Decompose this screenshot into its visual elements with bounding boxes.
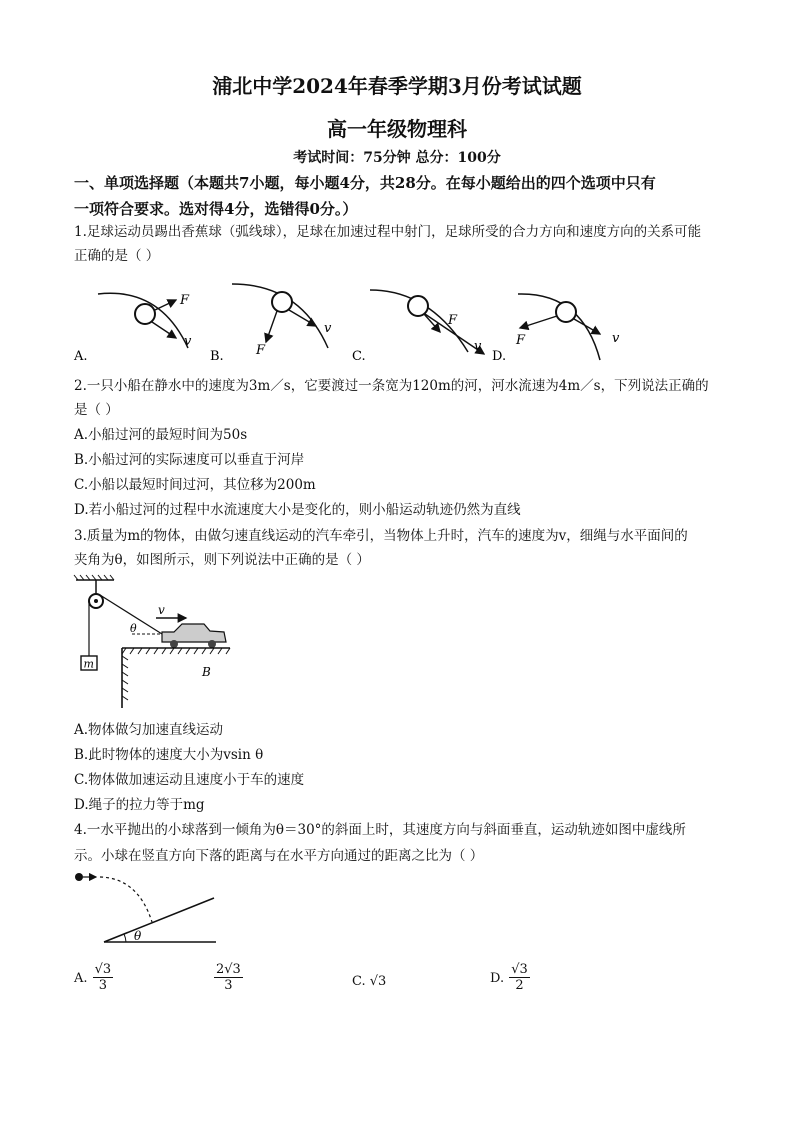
q4-option-a-label: A. bbox=[74, 971, 88, 986]
q4-figure bbox=[70, 864, 230, 948]
q3-option-d: D.绳子的拉力等于mg bbox=[74, 797, 205, 813]
q3-option-a: A.物体做匀加速直线运动 bbox=[74, 722, 224, 738]
velocity-label: v bbox=[612, 331, 620, 346]
q1-option-d-label: D. bbox=[492, 349, 507, 364]
section-heading-line1: 一、单项选择题（本题共7小题，每小题4分，共28分。在每小题给出的四个选项中只有 bbox=[74, 174, 656, 192]
fraction-denominator: 3 bbox=[98, 978, 108, 993]
q4-option-c-label: C. bbox=[352, 974, 366, 989]
q4-stem-line1: 4.一水平抛出的小球落到一倾角为θ＝30°的斜面上时，其速度方向与斜面垂直，运动轨迹如图中虚线所 bbox=[74, 822, 686, 838]
velocity-label: v bbox=[474, 339, 482, 354]
mass-label: m bbox=[83, 657, 94, 671]
force-label: F bbox=[448, 313, 458, 328]
point-b-label: B bbox=[202, 665, 211, 679]
q4-option-b bbox=[214, 962, 243, 993]
q3-stem-line1: 3.质量为m的物体，由做匀速直线运动的汽车牵引，当物体上升时，汽车的速度为v，细绳与水平面间的 bbox=[74, 528, 688, 544]
fraction bbox=[93, 962, 114, 993]
fraction-denominator: 3 bbox=[224, 978, 233, 993]
q4-option-c-value: √3 bbox=[369, 974, 387, 989]
velocity-label: v bbox=[158, 603, 165, 617]
q1-figure-a bbox=[73, 293, 192, 364]
q4-stem-line2: 示。小球在竖直方向下落的距离与在水平方向通过的距离之比为（ ） bbox=[74, 848, 484, 864]
exam-title: 浦北中学2024年春季学期3月份考试试题 bbox=[212, 74, 582, 98]
velocity-label: v bbox=[184, 334, 192, 349]
q2-stem-line1: 2.一只小船在静水中的速度为3m／s，它要渡过一条宽为120m的河，河水流速为4m／s，下列说法正确的 bbox=[74, 378, 709, 394]
q1-figure-d bbox=[492, 294, 620, 364]
fraction-numerator: √3 bbox=[511, 962, 528, 977]
q1-option-a-label: A. bbox=[74, 349, 88, 364]
q4-option-a bbox=[74, 962, 113, 993]
q1-option-b-label: B. bbox=[210, 349, 224, 364]
q3-option-c: C.物体做加速运动且速度小于车的速度 bbox=[74, 772, 305, 788]
exam-subtitle: 高一年级物理科 bbox=[327, 117, 467, 141]
fraction bbox=[214, 962, 243, 993]
force-label: F bbox=[180, 293, 190, 308]
q2-option-c: C.小船以最短时间过河，其位移为200m bbox=[74, 477, 316, 493]
q1-stem-line1: 1.足球运动员踢出香蕉球（弧线球），足球在加速过程中射门，足球所受的合力方向和速度方向的关系可能 bbox=[74, 224, 702, 240]
q3-figure bbox=[70, 574, 240, 714]
force-label: F bbox=[516, 333, 526, 348]
section-heading-line2: 一项符合要求。选对得4分，选错得0分。） bbox=[74, 200, 358, 218]
q3-option-b: B.此时物体的速度大小为vsin θ bbox=[74, 747, 264, 763]
q2-option-d: D.若小船过河的过程中水流速度大小是变化的，则小船运动轨迹仍然为直线 bbox=[74, 502, 521, 518]
fraction-denominator: 2 bbox=[515, 978, 524, 993]
fraction bbox=[509, 962, 530, 993]
q1-figure-b bbox=[210, 284, 332, 364]
q2-option-b: B.小船过河的实际速度可以垂直于河岸 bbox=[74, 452, 305, 468]
q4-option-d bbox=[490, 962, 530, 993]
fraction-numerator: 2√3 bbox=[216, 962, 241, 977]
theta-label: θ bbox=[130, 622, 137, 635]
q4-option-c bbox=[352, 974, 386, 989]
velocity-label: v bbox=[324, 321, 332, 336]
fraction-numerator: √3 bbox=[94, 962, 112, 977]
q2-option-a: A.小船过河的最短时间为50s bbox=[74, 427, 248, 443]
force-label: F bbox=[256, 343, 266, 358]
q4-option-d-label: D. bbox=[490, 971, 505, 986]
q1-figures bbox=[70, 272, 640, 370]
q2-stem-line2: 是（ ） bbox=[74, 402, 119, 418]
q1-option-c-label: C. bbox=[352, 349, 366, 364]
theta-label: θ bbox=[134, 929, 142, 943]
q1-stem-line2: 正确的是（ ） bbox=[74, 248, 160, 264]
q1-figure-c bbox=[352, 290, 484, 364]
exam-info: 考试时间：75分钟 总分：100分 bbox=[293, 150, 501, 166]
q3-stem-line2: 夹角为θ，如图所示，则下列说法中正确的是（ ） bbox=[74, 552, 370, 568]
